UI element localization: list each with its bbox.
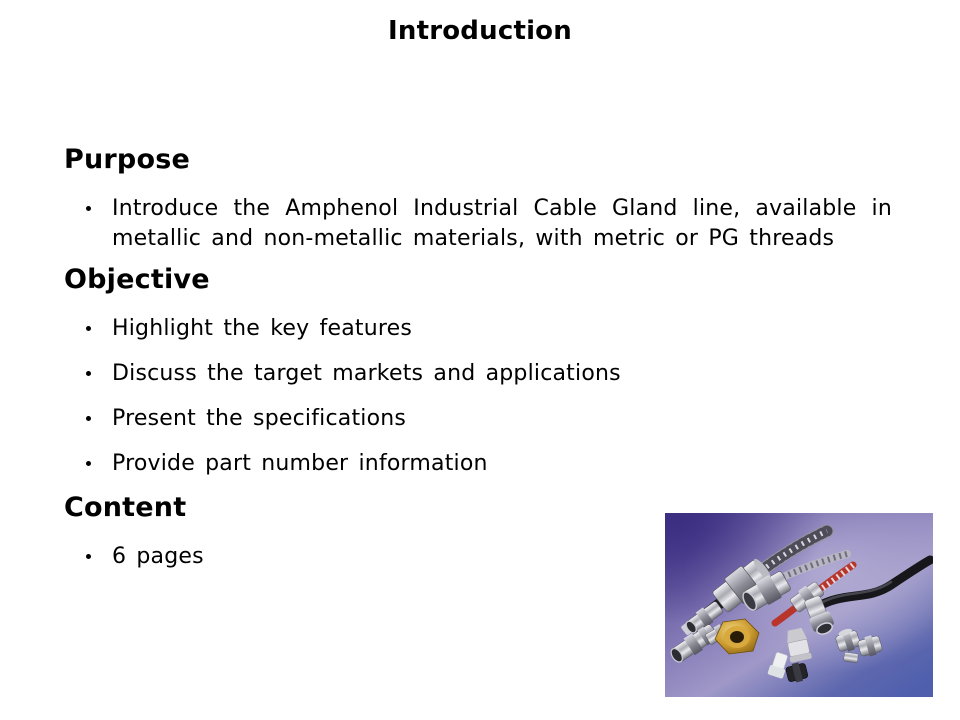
list-item <box>86 314 412 344</box>
list-item <box>86 359 621 389</box>
heading-objective: Objective <box>64 264 210 295</box>
list-item <box>86 194 892 254</box>
bullet-icon <box>86 206 91 211</box>
product-photo <box>665 513 933 697</box>
bullet-icon <box>86 371 91 376</box>
cable-glands-illustration <box>665 513 933 697</box>
heading-purpose: Purpose <box>64 144 190 175</box>
bullet-text: Highlight the key features <box>112 316 413 341</box>
bullet-text: Introduce the Amphenol Industrial Cable Gland line, available in metallic and non-metallic materials, with metric or PG threads <box>112 196 892 251</box>
heading-content: Content <box>64 492 187 523</box>
list-item <box>86 449 488 479</box>
bullet-icon <box>86 554 91 559</box>
page-title: Introduction <box>388 16 572 46</box>
bullet-text: 6 pages <box>112 544 204 569</box>
bullet-text: Discuss the target markets and applications <box>112 361 621 386</box>
bullet-icon <box>86 461 91 466</box>
bullet-icon <box>86 326 91 331</box>
bullet-text: Provide part number information <box>112 451 488 476</box>
bullet-icon <box>86 416 91 421</box>
list-item <box>86 404 406 434</box>
list-item <box>86 542 204 572</box>
bullet-text: Present the specifications <box>112 406 407 431</box>
